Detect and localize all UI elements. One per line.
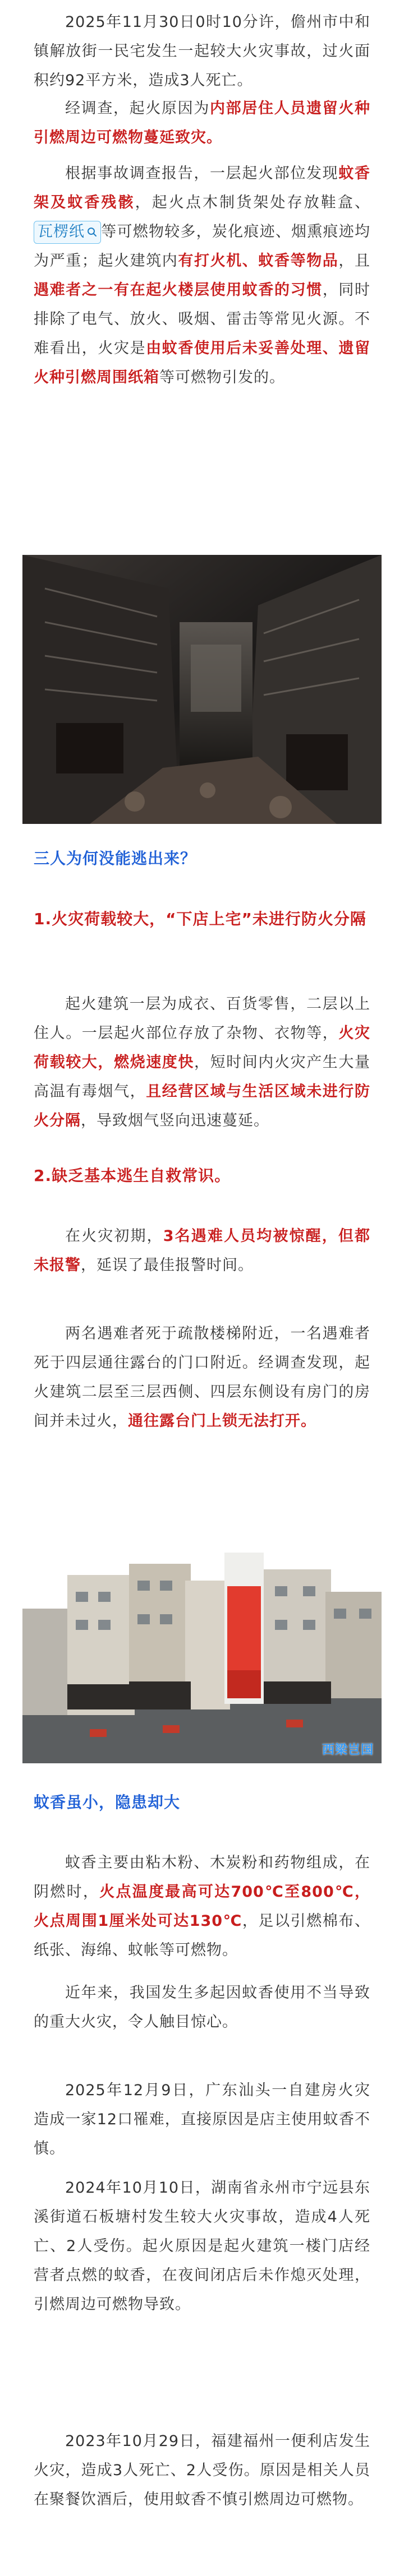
keyword-tag-label: 瓦楞纸 [38,223,85,240]
paragraph-early-fire [34,1222,370,1280]
paragraph-text: 近年来，我国发生多起因蚊香使用不当导致的重大火灾，令人触目惊心。 [34,1984,370,2031]
highlight-text: 3名遇难人员均被惊醒，但都未报警 [34,1227,370,1274]
paragraph-text: ，短时间内火灾产生大量高温有毒烟气， [34,1054,370,1100]
highlight-text: 火点温度最高可达700℃至800℃，火点周围1厘米处可达130℃ [34,1883,370,1930]
highlight-text: 有打火机、蚊香等物品 [178,252,339,270]
paragraph-text: 起火建筑一层为成衣、百货零售，二层以上住人。一层起火部位存放了杂物、衣物等， [34,995,370,1042]
highlight-text: 遇难者之一有在起火楼层使用蚊香的习惯 [34,281,323,299]
paragraph-building [34,990,370,1136]
paragraph-text: ，延误了最佳报警时间。 [81,1257,254,1274]
highlight-text: 蚊香架及蚊香残骸 [34,165,371,211]
paragraph-mosquito-coil [34,1848,370,1965]
paragraph-text: ，足以引燃棉布、纸张、海绵、蚊帐等可燃物。 [34,1912,371,1959]
highlight-text: 内部居住人员遗留火种引燃周边可燃物蔓延致灾。 [34,100,370,146]
paragraph-victims [34,1319,370,1436]
section-heading-hazard: 蚊香虽小，隐患却大 [34,1793,181,1811]
paragraph-recent-fires [34,1979,370,2037]
section-heading-why: 三人为何没能逃出来？ [34,849,197,868]
paragraph-text: 2024年10月10日，湖南省永州市宁远县东溪街道石板塘村发生较大火灾事故，造成4人死亡、2人受伤。起火原因是起火建筑一楼门店经营者点燃的蚊香，在夜间闭店后未作熄灭处理，引燃周边可燃物导致。 [34,2179,370,2313]
paragraph-text: 在火灾初期， [65,1227,163,1245]
paragraph-text: ，导致烟气竖向迅速蔓延。 [81,1112,269,1129]
paragraph-text: 两名遇难者死于疏散楼梯附近，一名遇难者死于四层通往露台的门口附近。经调查发现，起火建筑二层至三层西侧、四层东侧设有房门的房间并未过火， [34,1325,370,1430]
highlight-text: 且经营区域与生活区域未进行防火分隔 [34,1083,371,1129]
paragraph-investigation [34,159,370,392]
paragraph-text: 经调查，起火原因为 [65,100,210,117]
paragraph-intro [34,8,370,95]
fire-interior-photo [22,555,382,824]
paragraph-text: 2025年12月9日，广东汕头一自建房火灾造成一家12口罹难，直接原因是店主使用蚊香不慎。 [34,2082,370,2157]
watermark-logo: 西梁岂国 [322,1743,374,1757]
building-exterior-photo [22,1541,382,1763]
subheading-self-rescue: 2.缺乏基本逃生自救常识。 [34,1166,231,1185]
keyword-tag[interactable] [34,221,101,244]
search-icon [87,222,97,243]
paragraph-text: 蚊香主要由粘木粉、木炭粉和药物组成，在阴燃时， [34,1854,370,1901]
highlight-text: 由蚊香使用后未妥善处理、遗留火种引燃周围纸箱 [34,340,371,386]
paragraph-text: 2025年11月30日0时10分许，儋州市中和镇解放街一民宅发生一起较大火灾事故，过火面积约92平方米，造成3人死亡。 [34,13,370,89]
paragraph-text: 根据事故调查报告，一层起火部位发现 [65,165,339,182]
paragraph-text: 2023年10月29日，福建福州一便利店发生火灾，造成3人死亡、2人受伤。原因是相关人员在聚餐饮酒后，使用蚊香不慎引燃周边可燃物。 [34,2433,370,2508]
paragraph-case-yongzhou [34,2174,370,2319]
paragraph-text: 等可燃物引发的。 [159,369,285,386]
paragraph-case-fuzhou [34,2427,370,2514]
paragraph-case-shantou [34,2076,370,2163]
paragraph-text: ，同时排除了电气、放火、吸烟、雷击等常见火源。不难看出，火灾是 [34,281,371,357]
paragraph-cause [34,94,370,152]
paragraph-text: ，且 [338,252,371,270]
paragraph-text: 等可燃物较多，炭化痕迹、烟熏痕迹均为严重；起火建筑内 [34,223,370,270]
highlight-text: 通往露台门上锁无法打开。 [128,1412,316,1430]
highlight-text: 火灾荷载较大，燃烧速度快 [34,1025,371,1071]
subheading-fire-load: 1.火灾荷载较大，“下店上宅”未进行防火分隔 [34,910,366,928]
paragraph-text: ，起火点木制货架处存放鞋盒、 [135,194,371,211]
